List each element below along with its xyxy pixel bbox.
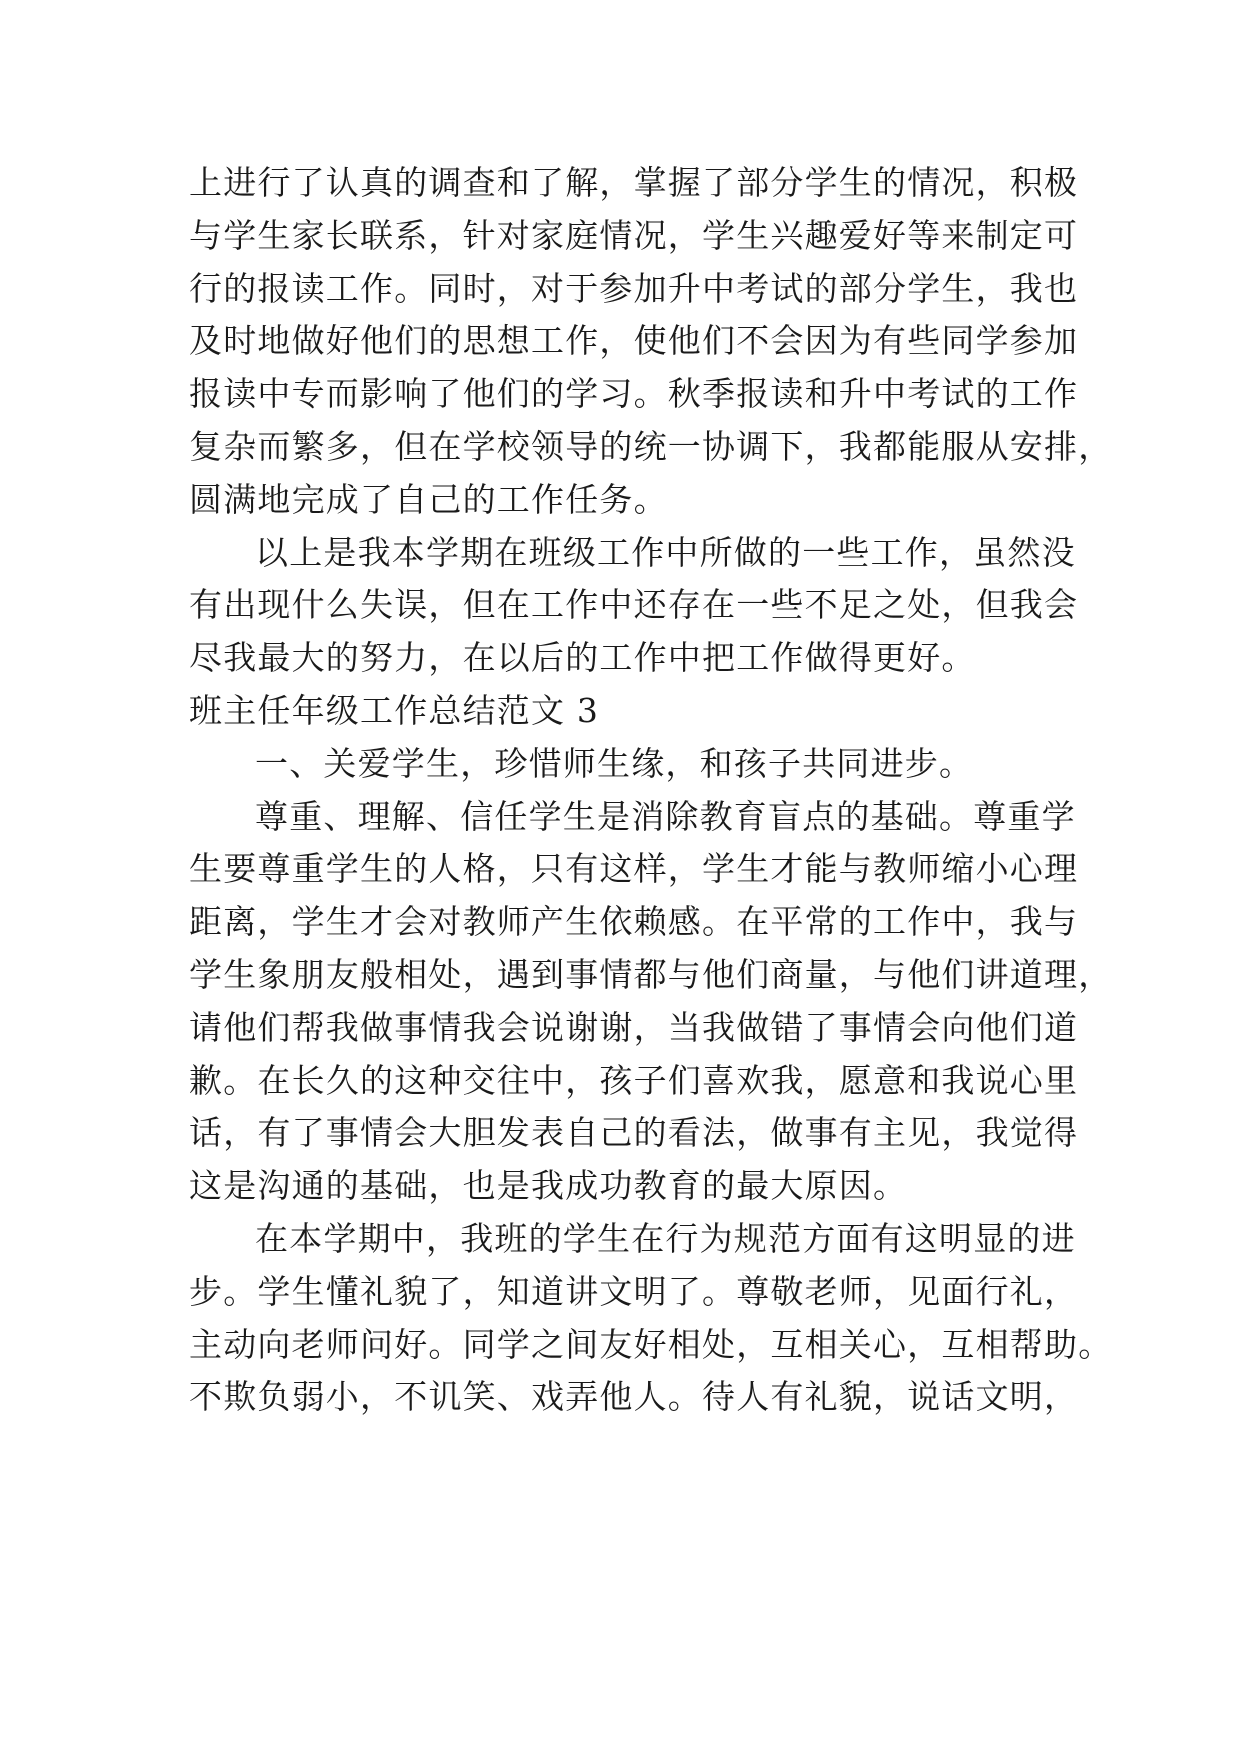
- text-line: 主动向老师问好。同学之间友好相处，互相关心，互相帮助。: [189, 1324, 1113, 1364]
- text-line: 有出现什么失误，但在工作中还存在一些不足之处，但我会: [189, 585, 1079, 625]
- text-line: 请他们帮我做事情我会说谢谢，当我做错了事情会向他们道: [189, 1007, 1079, 1047]
- paragraph-first-line: 尊重、理解、信任学生是消除教育盲点的基础。尊重学: [255, 796, 1076, 836]
- text-line: 及时地做好他们的思想工作，使他们不会因为有些同学参加: [189, 321, 1079, 361]
- subsection-heading: 一、关爱学生，珍惜师生缘，和孩子共同进步。: [255, 743, 974, 783]
- text-line: 圆满地完成了自己的工作任务。: [189, 479, 668, 519]
- text-line: 与学生家长联系，针对家庭情况，学生兴趣爱好等来制定可: [189, 215, 1079, 255]
- text-line: 这是沟通的基础，也是我成功教育的最大原因。: [189, 1166, 908, 1206]
- text-line: 行的报读工作。同时，对于参加升中考试的部分学生，我也: [189, 268, 1079, 308]
- paragraph-first-line: 在本学期中，我班的学生在行为规范方面有这明显的进: [255, 1218, 1076, 1258]
- paragraph-first-line: 以上是我本学期在班级工作中所做的一些工作，虽然没: [255, 532, 1076, 572]
- text-line: 报读中专而影响了他们的学习。秋季报读和升中考试的工作: [189, 374, 1079, 414]
- text-line: 生要尊重学生的人格，只有这样，学生才能与教师缩小心理: [189, 849, 1079, 889]
- section-heading: 班主任年级工作总结范文 3: [189, 690, 600, 730]
- text-line: 尽我最大的努力，在以后的工作中把工作做得更好。: [189, 638, 976, 678]
- text-line: 距离，学生才会对教师产生依赖感。在平常的工作中，我与: [189, 902, 1079, 942]
- text-line: 步。学生懂礼貌了，知道讲文明了。尊敬老师，见面行礼，: [189, 1271, 1079, 1311]
- text-line: 话，有了事情会大胆发表自己的看法，做事有主见，我觉得: [189, 1113, 1079, 1153]
- document-body: [189, 157, 1113, 1424]
- text-line: 上进行了认真的调查和了解，掌握了部分学生的情况，积极: [189, 163, 1079, 202]
- text-line: 复杂而繁多，但在学校领导的统一协调下，我都能服从安排，: [189, 426, 1113, 466]
- text-line: 歉。在长久的这种交往中，孩子们喜欢我，愿意和我说心里: [189, 1060, 1079, 1100]
- text-line: 学生象朋友般相处，遇到事情都与他们商量，与他们讲道理，: [189, 954, 1113, 994]
- text-line: 不欺负弱小，不讥笑、戏弄他人。待人有礼貌，说话文明，: [189, 1377, 1079, 1417]
